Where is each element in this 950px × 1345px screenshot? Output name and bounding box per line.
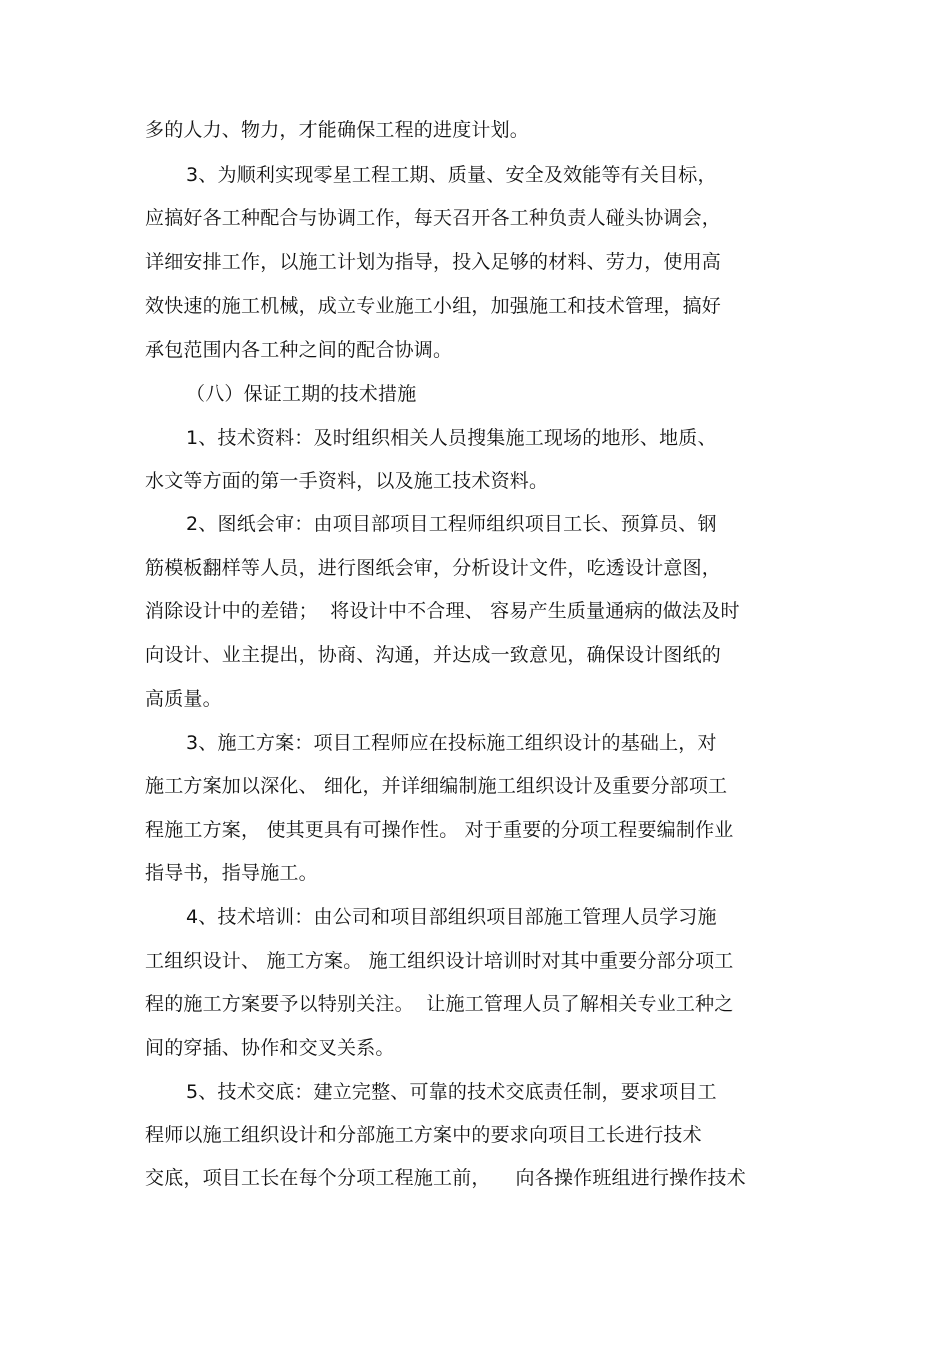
text-line: 2、图纸会审：由项目部项目工程师组织项目工长、预算员、钢 bbox=[186, 513, 717, 535]
text-line: 效快速的施工机械，成立专业施工小组，加强施工和技术管理，搞好 bbox=[145, 295, 722, 317]
text-line: 指导书，指导施工。 bbox=[145, 862, 318, 884]
text-line: 1、技术资料：及时组织相关人员搜集施工现场的地形、地质、 bbox=[186, 427, 717, 449]
section-heading: （八）保证工期的技术措施 bbox=[186, 383, 417, 405]
text-line: 承包范围内各工种之间的配合协调。 bbox=[145, 339, 453, 361]
text-line: 向设计、业主提出，协商、沟通，并达成一致意见，确保设计图纸的 bbox=[145, 644, 722, 666]
text-line: 高质量。 bbox=[145, 688, 222, 710]
text-line: 详细安排工作，以施工计划为指导，投入足够的材料、劳力，使用高 bbox=[145, 251, 722, 273]
text-line: 间的穿插、协作和交叉关系。 bbox=[145, 1037, 395, 1059]
text-line: 消除设计中的差错； 将设计中不合理、 容易产生质量通病的做法及时 bbox=[145, 600, 740, 622]
text-line: 程施工方案， 使其更具有可操作性。 对于重要的分项工程要编制作业 bbox=[145, 819, 734, 841]
text-line: 程的施工方案要予以特别关注。 让施工管理人员了解相关专业工种之 bbox=[145, 993, 734, 1015]
text-line: 4、技术培训：由公司和项目部组织项目部施工管理人员学习施 bbox=[186, 906, 717, 928]
text-line: 5、技术交底：建立完整、可靠的技术交底责任制，要求项目工 bbox=[186, 1081, 717, 1103]
text-line: 程师以施工组织设计和分部施工方案中的要求向项目工长进行技术 bbox=[145, 1124, 702, 1146]
text-line: 施工方案加以深化、 细化，并详细编制施工组织设计及重要分部项工 bbox=[145, 775, 728, 797]
text-line: 3、施工方案：项目工程师应在投标施工组织设计的基础上，对 bbox=[186, 732, 717, 754]
text-line: 工组织设计、 施工方案。 施工组织设计培训时对其中重要分部分项工 bbox=[145, 950, 734, 972]
text-line: 应搞好各工种配合与协调工作，每天召开各工种负责人碰头协调会， bbox=[145, 207, 722, 229]
text-line: 水文等方面的第一手资料，以及施工技术资料。 bbox=[145, 470, 549, 492]
text-line: 多的人力、物力，才能确保工程的进度计划。 bbox=[145, 119, 530, 141]
text-line: 3、为顺利实现零星工程工期、质量、安全及效能等有关目标， bbox=[186, 164, 717, 186]
text-line: 交底，项目工长在每个分项工程施工前， 向各操作班组进行操作技术 bbox=[145, 1167, 746, 1189]
text-line: 筋模板翻样等人员，进行图纸会审，分析设计文件，吃透设计意图， bbox=[145, 557, 722, 579]
